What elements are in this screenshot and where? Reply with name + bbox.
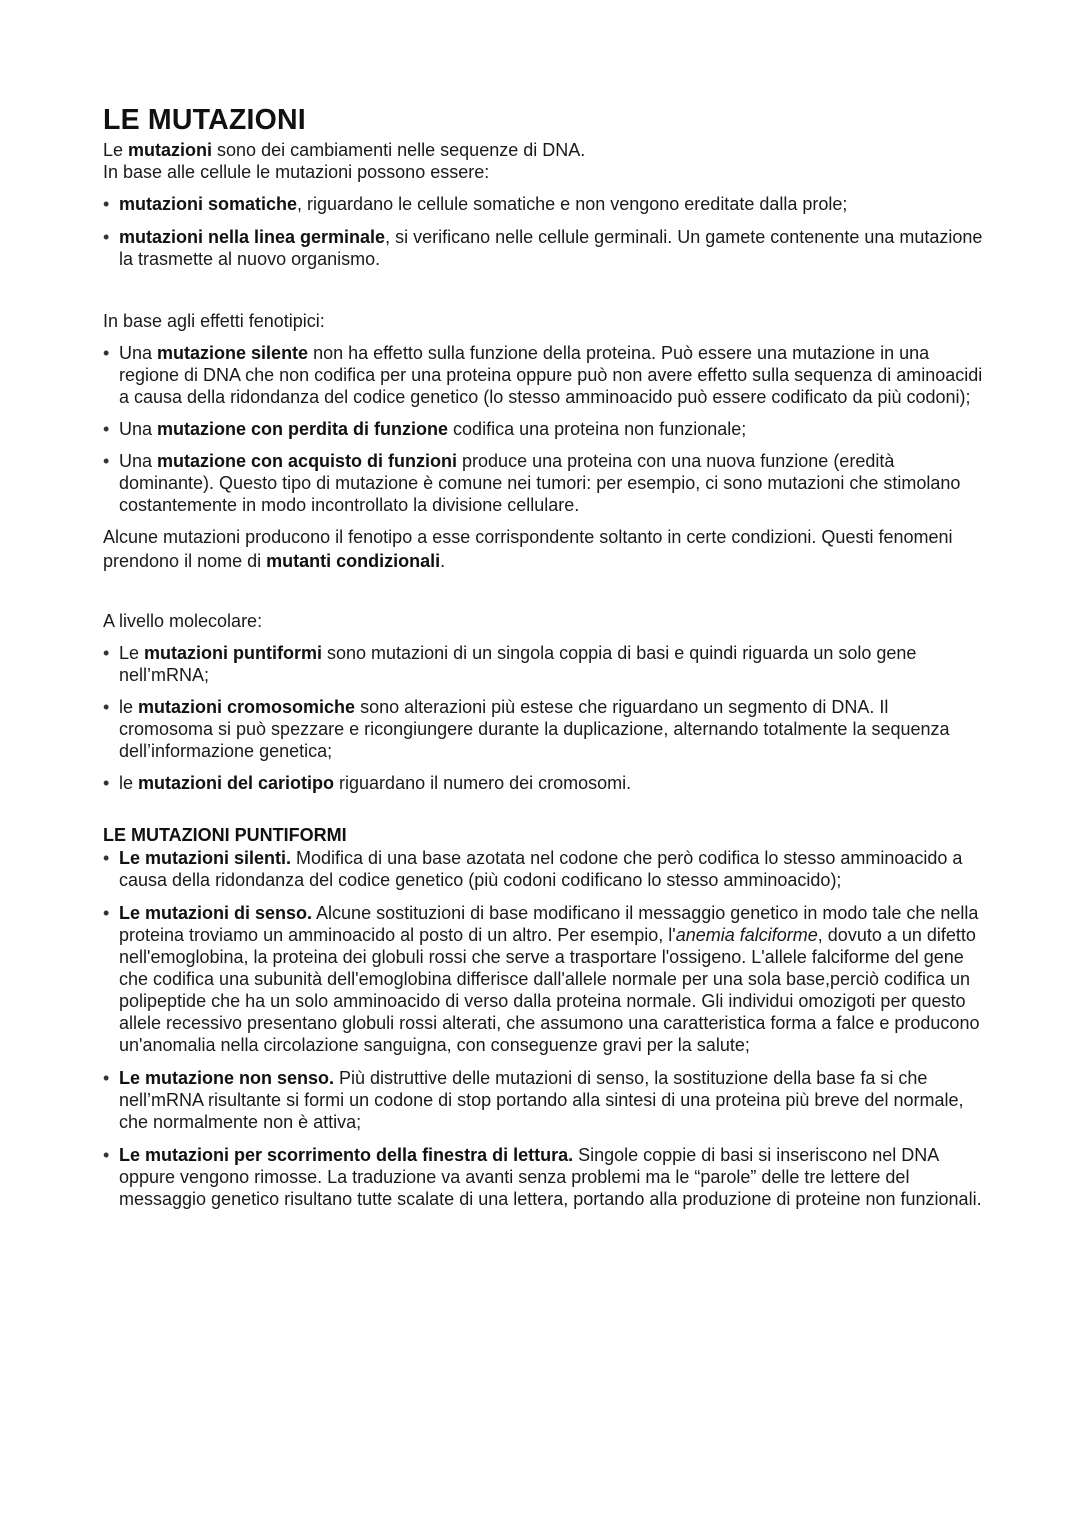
list-item-somatic: • mutazioni somatiche, riguardano le cellule somatiche e non vengono ereditate dalla prole;: [103, 193, 983, 215]
conditional-mutants-paragraph: Alcune mutazioni producono il fenotipo a esse corrispondente soltanto in certe condizioni. Questi fenomeni prendono il nome di mutanti condizionali.: [103, 527, 953, 571]
intro-cell-types: In base alle cellule le mutazioni possono essere:: [103, 162, 490, 182]
molecular-intro: A livello molecolare:: [103, 611, 263, 631]
list-item-frameshift: • Le mutazioni per scorrimento della finestra di lettura. Singole coppie di basi si inseriscono nel DNA oppure vengono rimosse. La traduzione va avanti senza problemi ma le “parole” delle tre lettere del messaggio genetico risultano tutte scalate di una lettera, portando alla produzione di proteine non funzionali.: [103, 1144, 983, 1210]
list-item-gain-of-function: • Una mutazione con acquisto di funzioni produce una proteina con una nuova funzione (eredità dominante). Questo tipo di mutazione è comune nei tumori: per esempio, ci sono mutazioni che stimolano costantemente in modo incontrollato la divisione cellulare.: [103, 450, 983, 516]
pheno-list: [103, 342, 983, 516]
list-item-germline: • mutazioni nella linea germinale, si verificano nelle cellule germinali. Un gamete contenente una mutazione la trasmette al nuovo organismo.: [103, 226, 983, 270]
list-item-chromosomal: • le mutazioni cromosomiche sono alterazioni più estese che riguardano un segmento di DNA. Il cromosoma si può spezzare e ricongiungere durante la duplicazione, alternando totalmente la sequenza dell’informazione genetica;: [103, 696, 983, 762]
page-title: LE MUTAZIONI: [103, 104, 306, 136]
cell-mutation-list: [103, 193, 983, 270]
sickle-cell-term: anemia falciforme: [675, 925, 818, 945]
list-item-silent-point: • Le mutazioni silenti. Modifica di una base azotata nel codone che però codifica lo stesso amminoacido a causa della ridondanza del codice genetico (più codoni codificano lo stesso amminoacido);: [103, 847, 983, 891]
pheno-intro: In base agli effetti fenotipici:: [103, 311, 325, 331]
list-item-loss-of-function: • Una mutazione con perdita di funzione codifica una proteina non funzionale;: [103, 418, 983, 440]
list-item-missense: • Le mutazioni di senso. Alcune sostituzioni di base modificano il messaggio genetico in modo tale che nella proteina troviamo un amminoacido al posto di un altro. Per esempio, l'anemia falciforme, dovuto a un difetto nell'emoglobina, la proteina dei globuli rossi che serve a trasportare l'ossigeno. L'allele falciforme del gene che codifica una subunità dell'emoglobina differisce dall'allele normale per una sola base,perciò codifica un polipeptide che ha un solo amminoacido di verso dalla proteina normale. Gli individui omozigoti per questo allele recessivo presentano globuli rossi alterati, che assumono una caratteristica forma a falce e producono un'anomalia nella circolazione sanguigna, con conseguenze gravi per la salute;: [103, 902, 983, 1056]
molecular-list: [103, 642, 983, 794]
section-heading-point-mutations: LE MUTAZIONI PUNTIFORMI: [103, 825, 347, 845]
document-page: [103, 103, 983, 1210]
point-mutation-list: [103, 847, 983, 1210]
list-item-nonsense: • Le mutazione non senso. Più distruttive delle mutazioni di senso, la sostituzione della base fa si che nell’mRNA risultante si formi un codone di stop portando alla sintesi di una proteina più breve del normale, che normalmente non è attiva;: [103, 1067, 983, 1133]
list-item-silent: • Una mutazione silente non ha effetto sulla funzione della proteina. Può essere una mutazione in una regione di DNA che non codifica per una proteina oppure può non avere effetto sulla sequenza di aminoacidi a causa della ridondanza del codice genetico (lo stesso amminoacido può essere codificato da più codoni);: [103, 342, 983, 408]
list-item-karyotype: • le mutazioni del cariotipo riguardano il numero dei cromosomi.: [103, 772, 983, 794]
intro-definition: Le mutazioni sono dei cambiamenti nelle sequenze di DNA.: [103, 140, 586, 160]
list-item-point-mutations: • Le mutazioni puntiformi sono mutazioni di un singola coppia di basi e quindi riguarda un solo gene nell’mRNA;: [103, 642, 983, 686]
